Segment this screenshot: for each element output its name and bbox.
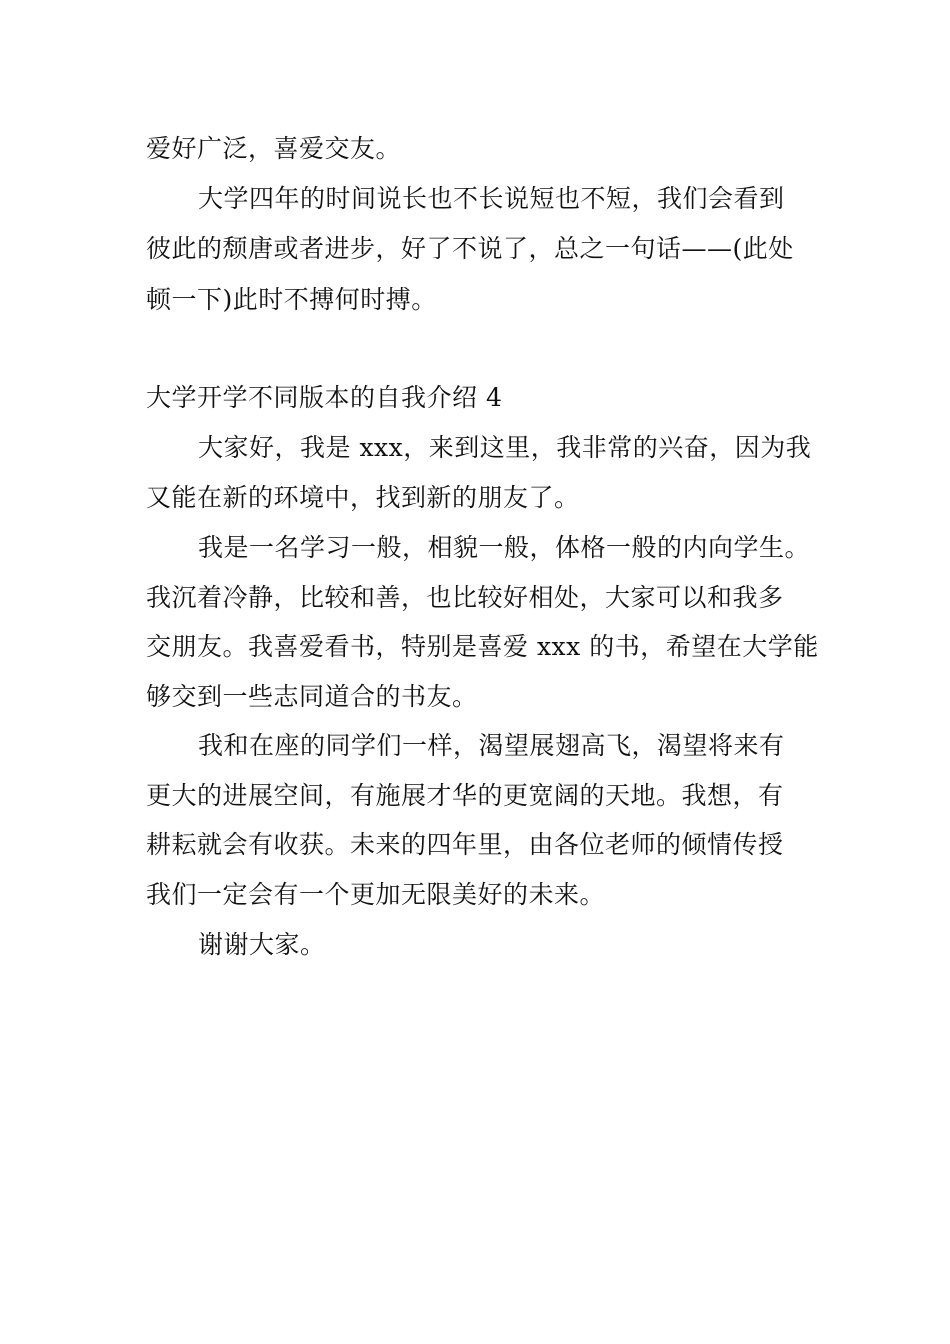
text-line: 够交到一些志同道合的书友。 [146,682,478,711]
text-line: 我们一定会有一个更加无限美好的未来。 [146,880,606,909]
text-line: 我和在座的同学们一样，渴望展翅高飞，渴望将来有 [198,731,785,760]
text-line: 交朋友。我喜爱看书，特别是喜爱 xxx 的书，希望在大学能 [146,632,819,661]
text-line: 我是一名学习一般，相貌一般，体格一般的内向学生。 [198,533,811,562]
text-line: 谢谢大家。 [198,930,326,959]
text-line: 我沉着冷静，比较和善，也比较好相处，大家可以和我多 [146,583,784,612]
text-line: 大家好，我是 xxx，来到这里，我非常的兴奋，因为我 [198,433,812,462]
text-line: 大学四年的时间说长也不长说短也不短，我们会看到 [198,184,785,213]
text-line: 顿一下)此时不搏何时搏。 [146,285,437,314]
text-line: 爱好广泛，喜爱交友。 [146,134,402,163]
text-line: 又能在新的环境中，找到新的朋友了。 [146,483,580,512]
text-line: 彼此的颓唐或者进步，好了不说了，总之一句话——(此处 [146,234,794,263]
text-line: 更大的进展空间，有施展才华的更宽阔的天地。我想，有 [146,781,784,810]
text-line: 耕耘就会有收获。未来的四年里，由各位老师的倾情传授 [146,830,784,859]
section-heading: 大学开学不同版本的自我介绍 4 [146,383,503,412]
